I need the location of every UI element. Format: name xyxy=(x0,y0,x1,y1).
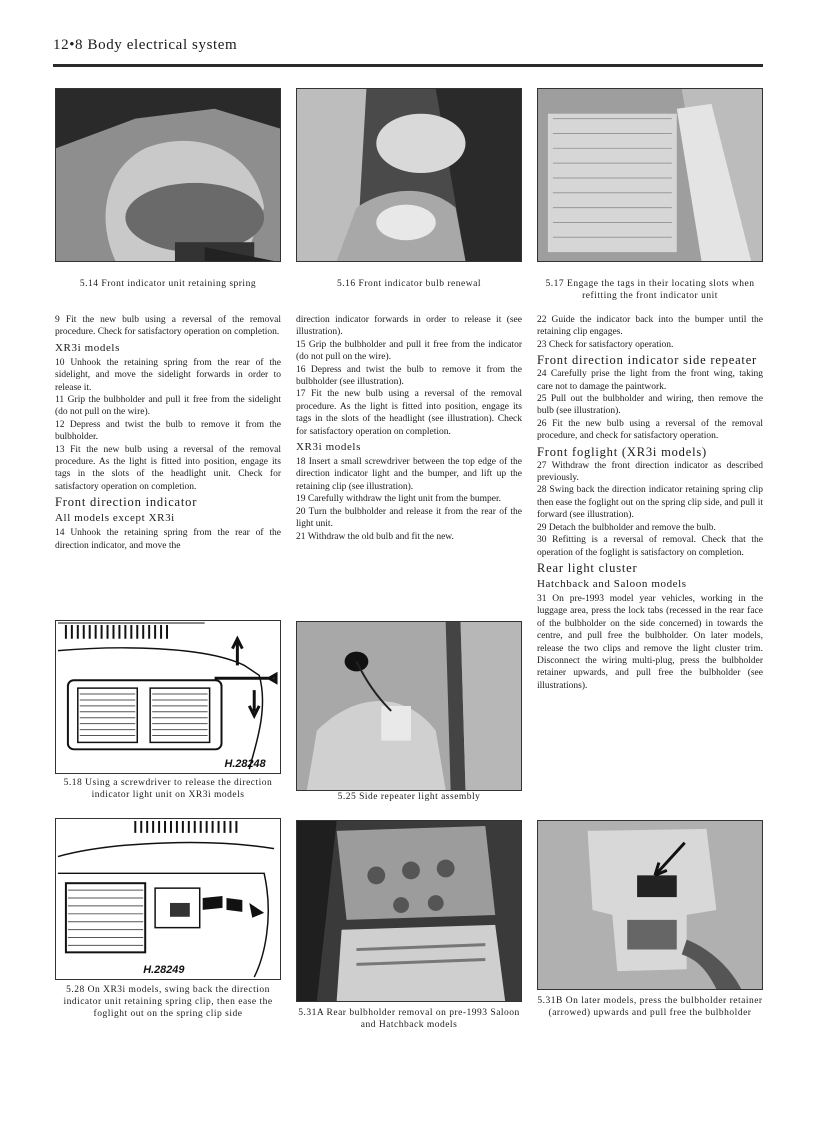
text-column-2 xyxy=(296,314,522,543)
para-15: 15 Grip the bulbholder and pull it free from the indicator (do not pull on the wire). xyxy=(296,339,522,363)
heading-xr3i-models-2: XR3i models xyxy=(296,441,361,454)
para-23: 23 Check for satisfactory operation. xyxy=(537,339,674,350)
para-17: 17 Fit the new bulb using a reversal of the removal procedure. As the light is fitted into position, engage its tags in the slots of the headlight (see illustration). Check for satisfactory operation on completion. xyxy=(296,389,522,437)
para-30: 30 Refitting is a reversal of removal. Check that the operation of the foglight is satisfactory on completion. xyxy=(537,535,763,558)
diagram-code-h28248: H.28248 xyxy=(224,758,266,771)
para-31: 31 On pre-1993 model year vehicles, working in the luggage area, press the lock tabs (recessed in the rear face of the bulbholder on the side concerned) in towards the centre, and pull free the bulbholder. On later models, release the two clips and remove the light cluster trim. Disconnect the wiring multi-plug, press the bulbholder retainer upwards, and pull free the bulbholder (see illustrations). xyxy=(537,593,763,691)
text-column-3 xyxy=(537,314,763,692)
photo-5-16 xyxy=(296,88,522,262)
para-18: 18 Insert a small screwdriver between the top edge of the direction indicator light and the bumper, and lift up the retaining clip (see illustration). xyxy=(296,457,522,492)
heading-xr3i-models: XR3i models xyxy=(55,341,120,354)
photo-5-17 xyxy=(537,88,763,262)
para-9: 9 Fit the new bulb using a reversal of the removal procedure. Check for satisfactory operation on completion. xyxy=(55,315,281,338)
photo-5-14 xyxy=(55,88,281,262)
photo-5-31b xyxy=(537,820,763,990)
heading-hatchback-saloon: Hatchback and Saloon models xyxy=(537,577,687,590)
para-27: 27 Withdraw the front direction indicator as described previously. xyxy=(537,460,763,484)
para-16: 16 Depress and twist the bulb to remove it from the bulbholder (see illustration). xyxy=(296,364,522,388)
text-column-1 xyxy=(55,314,281,552)
diagram-5-28 xyxy=(55,818,281,980)
caption-5-28: 5.28 On XR3i models, swing back the direction indicator unit retaining spring clip, then ease the foglight out on the spring clip side xyxy=(63,985,273,1019)
para-25: 25 Pull out the bulbholder and wiring, then remove the bulb (see illustration). xyxy=(537,394,763,417)
para-14-cont: direction indicator forwards in order to release it (see illustration). xyxy=(296,315,522,338)
para-22: 22 Guide the indicator back into the bumper until the retaining clip engages. xyxy=(537,315,763,338)
page-header: 12•8 Body electrical system xyxy=(53,37,238,53)
diagram-5-18 xyxy=(55,620,281,774)
caption-5-14: 5.14 Front indicator unit retaining spring xyxy=(79,279,257,289)
para-21: 21 Withdraw the old bulb and fit the new. xyxy=(296,531,454,542)
para-28: 28 Swing back the direction indicator retaining spring clip then ease the foglight out on the spring clip side, and pull it forward (see illustration). xyxy=(537,485,763,521)
para-13: 13 Fit the new bulb using a reversal of the removal procedure. As the light is fitted into position, engage its tags in the slots of the headlight unit. Check for satisfactory operation on completion. xyxy=(55,444,281,492)
photo-5-25 xyxy=(296,621,522,791)
heading-side-repeater: Front direction indicator side repeater xyxy=(537,353,758,368)
heading-all-except-xr3i: All models except XR3i xyxy=(55,512,175,525)
caption-5-25: 5.25 Side repeater light assembly xyxy=(337,792,481,802)
header-rule xyxy=(53,64,763,67)
heading-rear-light-cluster: Rear light cluster xyxy=(537,560,638,575)
para-14: 14 Unhook the retaining spring from the rear of the direction indicator, and move the xyxy=(55,528,281,551)
heading-front-foglight: Front foglight (XR3i models) xyxy=(537,444,707,459)
para-24: 24 Carefully prise the light from the front wing, taking care not to damage the paintwork. xyxy=(537,369,763,392)
caption-5-31b: 5.31B On later models, press the bulbholder retainer (arrowed) upwards and pull free the bulbholder xyxy=(537,996,763,1018)
para-20: 20 Turn the bulbholder and release it from the rear of the light unit. xyxy=(296,506,522,530)
para-26: 26 Fit the new bulb using a reversal of the removal procedure, and check for satisfactory operation. xyxy=(537,418,763,442)
para-29: 29 Detach the bulbholder and remove the bulb. xyxy=(537,522,716,533)
para-19: 19 Carefully withdraw the light unit from the bumper. xyxy=(296,494,502,505)
para-10: 10 Unhook the retaining spring from the rear of the sidelight, and move the sidelight forwards in order to release it. xyxy=(55,357,281,393)
para-11: 11 Grip the bulbholder and pull it free from the sidelight (do not pull on the wire). xyxy=(55,395,281,418)
caption-5-16: 5.16 Front indicator bulb renewal xyxy=(337,279,481,289)
caption-5-17: 5.17 Engage the tags in their locating slots when refitting the front indicator unit xyxy=(545,279,755,301)
para-12: 12 Depress and twist the bulb to remove it from the bulbholder. xyxy=(55,419,281,443)
diagram-code-h28249: H.28249 xyxy=(143,964,185,977)
caption-5-31a: 5.31A Rear bulbholder removal on pre-1993 Saloon and Hatchback models xyxy=(298,1008,520,1030)
photo-5-31a xyxy=(296,820,522,1002)
heading-front-direction-indicator: Front direction indicator xyxy=(55,495,198,510)
caption-5-18: 5.18 Using a screwdriver to release the direction indicator light unit on XR3i models xyxy=(63,778,273,800)
